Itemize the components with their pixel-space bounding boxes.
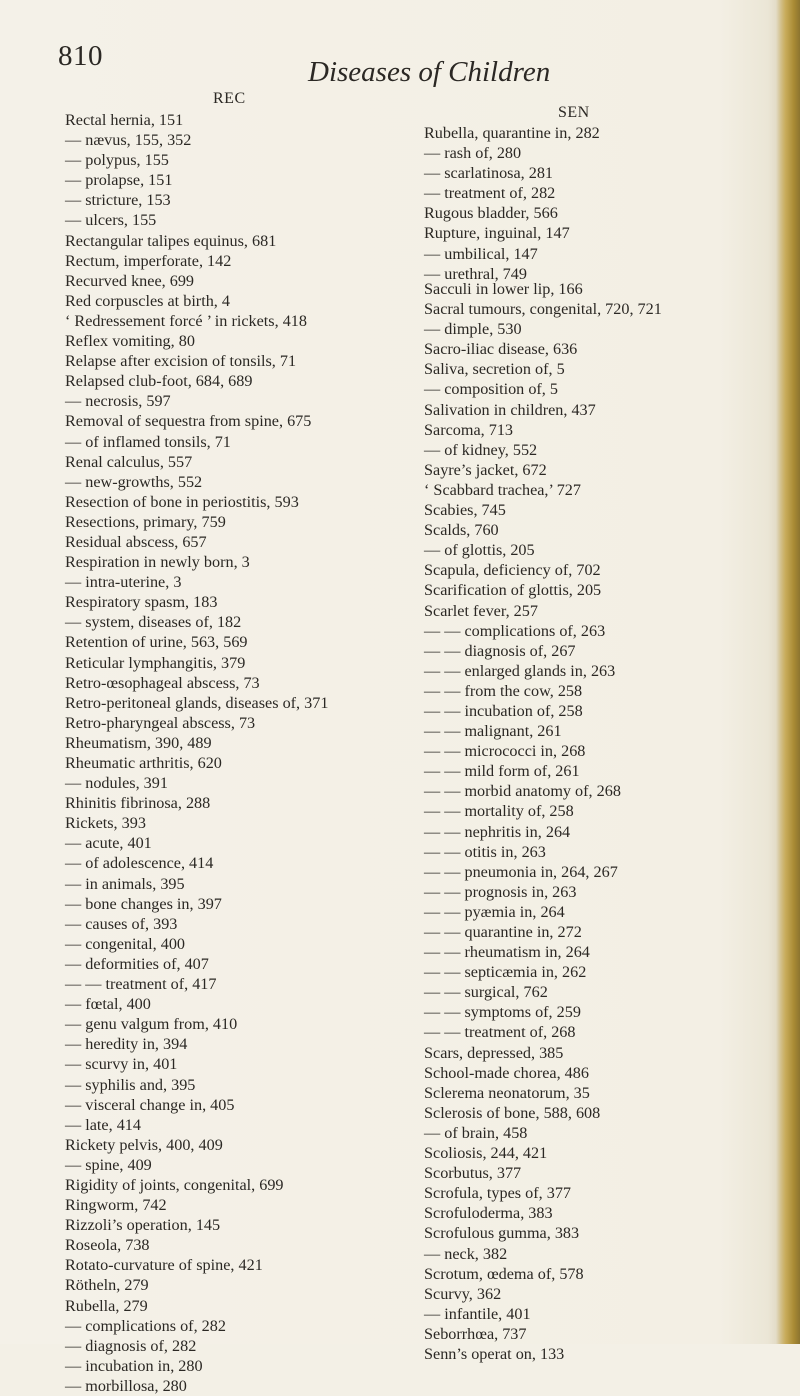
index-entry: Sacculi in lower lip, 166 (424, 280, 583, 298)
index-entry: — neck, 382 (424, 1244, 508, 1263)
index-entry: Senn’s operat on, 133 (424, 1344, 565, 1363)
index-entry: Removal of sequestra from spine, 675 (65, 412, 312, 431)
index-entry: ‘ Redressement forcé ’ in rickets, 418 (65, 311, 307, 330)
index-entry: Seborrhœa, 737 (424, 1324, 527, 1343)
index-entry: Retro-pharyngeal abscess, 73 (65, 713, 256, 732)
index-entry: — bone changes in, 397 (65, 894, 222, 913)
index-entry: — — prognosis in, 263 (424, 882, 577, 901)
index-column-left (65, 110, 328, 1396)
index-entry: — deformities of, 407 (65, 954, 209, 973)
index-entry: — system, diseases of, 182 (65, 613, 242, 632)
index-entry: Sayre’s jacket, 672 (424, 460, 547, 479)
index-entry: — treatment of, 282 (424, 184, 556, 203)
index-entry: — — pneumonia in, 264, 267 (424, 862, 618, 881)
index-entry: — polypus, 155 (65, 151, 169, 170)
index-entry: Rectangular talipes equinus, 681 (65, 231, 277, 250)
index-entry: Rectal hernia, 151 (65, 111, 184, 129)
index-entry: Sclerema neonatorum, 35 (424, 1083, 590, 1102)
index-entry: — — from the cow, 258 (424, 681, 583, 700)
running-title: Diseases of Children (308, 56, 551, 88)
index-entry: — — enlarged glands in, 263 (424, 661, 616, 680)
index-entry: Rötheln, 279 (65, 1276, 149, 1295)
index-entry: School-made chorea, 486 (424, 1063, 589, 1082)
index-entry: Scalds, 760 (424, 521, 499, 540)
index-entry: Ringworm, 742 (65, 1196, 167, 1215)
index-entry: — syphilis and, 395 (65, 1075, 196, 1094)
index-entry: — congenital, 400 (65, 934, 186, 953)
index-entry: — — complications of, 263 (424, 621, 606, 640)
index-entry: — — micrococci in, 268 (424, 742, 586, 761)
index-entry: — nævus, 155, 352 (65, 131, 192, 150)
index-entry: Reflex vomiting, 80 (65, 332, 195, 351)
gilt-page-edge (776, 0, 800, 1344)
index-entry: — morbillosa, 280 (65, 1376, 187, 1395)
index-entry: Sacro-iliac disease, 636 (424, 340, 578, 359)
index-entry: — — pyæmia in, 264 (424, 902, 565, 921)
index-entry: Rugous bladder, 566 (424, 204, 558, 223)
index-entry: Scars, depressed, 385 (424, 1043, 564, 1062)
index-entry: — genu valgum from, 410 (65, 1015, 238, 1034)
index-entry: — — diagnosis of, 267 (424, 641, 576, 660)
index-entry: Recurved knee, 699 (65, 271, 195, 290)
index-entry: — of brain, 458 (424, 1123, 528, 1142)
index-entry: Scurvy, 362 (424, 1284, 502, 1303)
index-entry: Residual abscess, 657 (65, 532, 207, 551)
left-catchword: REC (213, 90, 246, 107)
index-entry: — — quarantine in, 272 (424, 923, 582, 941)
index-entry: Rubella, 279 (65, 1296, 148, 1315)
index-entry: — — septicæmia in, 262 (424, 963, 587, 982)
index-entry: Sacral tumours, congenital, 720, 721 (424, 300, 662, 319)
index-entry: — of adolescence, 414 (65, 854, 214, 873)
index-entry: Scabies, 745 (424, 501, 506, 520)
index-entry: Rotato-curvature of spine, 421 (65, 1256, 263, 1275)
index-entry: — — rheumatism in, 264 (424, 943, 590, 962)
index-entry: Sarcoma, 713 (424, 420, 514, 439)
index-entry: Rubella, quarantine in, 282 (424, 124, 600, 142)
index-entry: — acute, 401 (65, 834, 152, 853)
index-entry: Rheumatic arthritis, 620 (65, 754, 222, 772)
index-entry: Red corpuscles at birth, 4 (65, 291, 230, 310)
index-entry: Saliva, secretion of, 5 (424, 360, 565, 379)
index-entry: — diagnosis of, 282 (65, 1336, 197, 1355)
index-entry: Retro-œsophageal abscess, 73 (65, 673, 260, 692)
index-entry: — nodules, 391 (65, 774, 168, 793)
index-entry: — new-growths, 552 (65, 472, 203, 491)
index-entry: — composition of, 5 (424, 380, 558, 399)
index-entry: — umbilical, 147 (424, 244, 538, 263)
index-entry: Resection of bone in periostitis, 593 (65, 492, 299, 511)
index-entry: Scapula, deficiency of, 702 (424, 561, 601, 580)
index-entry: — scarlatinosa, 281 (424, 164, 554, 183)
index-entry: — — treatment of, 268 (424, 1023, 576, 1042)
index-entry: Scrofula, types of, 377 (424, 1184, 572, 1203)
index-entry: — — nephritis in, 264 (424, 822, 571, 841)
index-entry: — of glottis, 205 (424, 541, 535, 560)
index-entry: Scrofulous gumma, 383 (424, 1224, 580, 1243)
index-entry: — incubation in, 280 (65, 1356, 203, 1375)
index-entry: — late, 414 (65, 1115, 141, 1134)
index-entry: Rheumatism, 390, 489 (65, 733, 212, 752)
index-entry: Scarification of glottis, 205 (424, 581, 602, 600)
index-entry: — spine, 409 (65, 1155, 152, 1174)
index-entry: — ulcers, 155 (65, 211, 157, 230)
index-entry: — — mild form of, 261 (424, 762, 580, 781)
index-entry: — stricture, 153 (65, 191, 171, 210)
index-entry: — rash of, 280 (424, 144, 522, 163)
index-column-right-r (424, 123, 600, 284)
index-entry: Relapsed club-foot, 684, 689 (65, 372, 253, 391)
index-entry: Scrofuloderma, 383 (424, 1204, 553, 1223)
index-entry: — — otitis in, 263 (424, 842, 546, 861)
index-entry: — dimple, 530 (424, 320, 522, 339)
index-entry: Retro-peritoneal glands, diseases of, 371 (65, 693, 329, 712)
index-entry: Rhinitis fibrinosa, 288 (65, 794, 211, 813)
index-entry: — urethral, 749 (424, 264, 527, 283)
index-entry: Sclerosis of bone, 588, 608 (424, 1103, 601, 1122)
index-entry: Rectum, imperforate, 142 (65, 251, 232, 270)
index-entry: — prolapse, 151 (65, 171, 173, 190)
index-entry: — fœtal, 400 (65, 995, 151, 1014)
index-entry: Reticular lymphangitis, 379 (65, 653, 246, 672)
index-entry: — — symptoms of, 259 (424, 1003, 581, 1022)
index-entry: — intra-uterine, 3 (65, 573, 182, 592)
index-entry: — infantile, 401 (424, 1304, 531, 1323)
index-entry: — — incubation of, 258 (424, 701, 583, 720)
index-entry: Respiration in newly born, 3 (65, 553, 250, 572)
index-entry: Salivation in children, 437 (424, 400, 596, 419)
index-entry: — visceral change in, 405 (65, 1095, 235, 1114)
index-entry: Rizzoli’s operation, 145 (65, 1216, 221, 1235)
index-entry: — of kidney, 552 (424, 440, 538, 459)
index-entry: — — surgical, 762 (424, 983, 548, 1002)
index-entry: — — malignant, 261 (424, 722, 562, 741)
index-entry: — — mortality of, 258 (424, 802, 574, 821)
index-entry: Rickets, 393 (65, 814, 146, 833)
index-entry: Scoliosis, 244, 421 (424, 1144, 548, 1163)
index-entry: — — morbid anatomy of, 268 (424, 782, 621, 801)
index-entry: — heredity in, 394 (65, 1035, 188, 1054)
index-entry: — scurvy in, 401 (65, 1055, 178, 1074)
index-entry: Retention of urine, 563, 569 (65, 633, 248, 652)
index-entry: — causes of, 393 (65, 914, 178, 933)
index-entry: Scorbutus, 377 (424, 1164, 522, 1183)
index-entry: ‘ Scabbard trachea,’ 727 (424, 480, 581, 499)
index-entry: Resections, primary, 759 (65, 512, 226, 531)
index-entry: Roseola, 738 (65, 1236, 150, 1255)
index-entry: Relapse after excision of tonsils, 71 (65, 352, 297, 371)
page-number: 810 (58, 40, 103, 72)
index-entry: — necrosis, 597 (65, 392, 171, 411)
right-catchword: SEN (558, 104, 590, 121)
index-entry: — complications of, 282 (65, 1316, 226, 1335)
index-entry: Rigidity of joints, congenital, 699 (65, 1175, 284, 1194)
index-entry: Respiratory spasm, 183 (65, 593, 218, 612)
index-column-right-s (424, 279, 662, 1364)
index-entry: Rickety pelvis, 400, 409 (65, 1135, 223, 1154)
index-entry: — of inflamed tonsils, 71 (65, 432, 231, 451)
index-entry: Renal calculus, 557 (65, 452, 193, 471)
index-entry: — in animals, 395 (65, 874, 185, 893)
index-entry: Scarlet fever, 257 (424, 601, 538, 620)
index-entry: Rupture, inguinal, 147 (424, 224, 570, 243)
index-entry: Scrotum, œdema of, 578 (424, 1264, 584, 1283)
index-entry: — — treatment of, 417 (65, 975, 217, 994)
